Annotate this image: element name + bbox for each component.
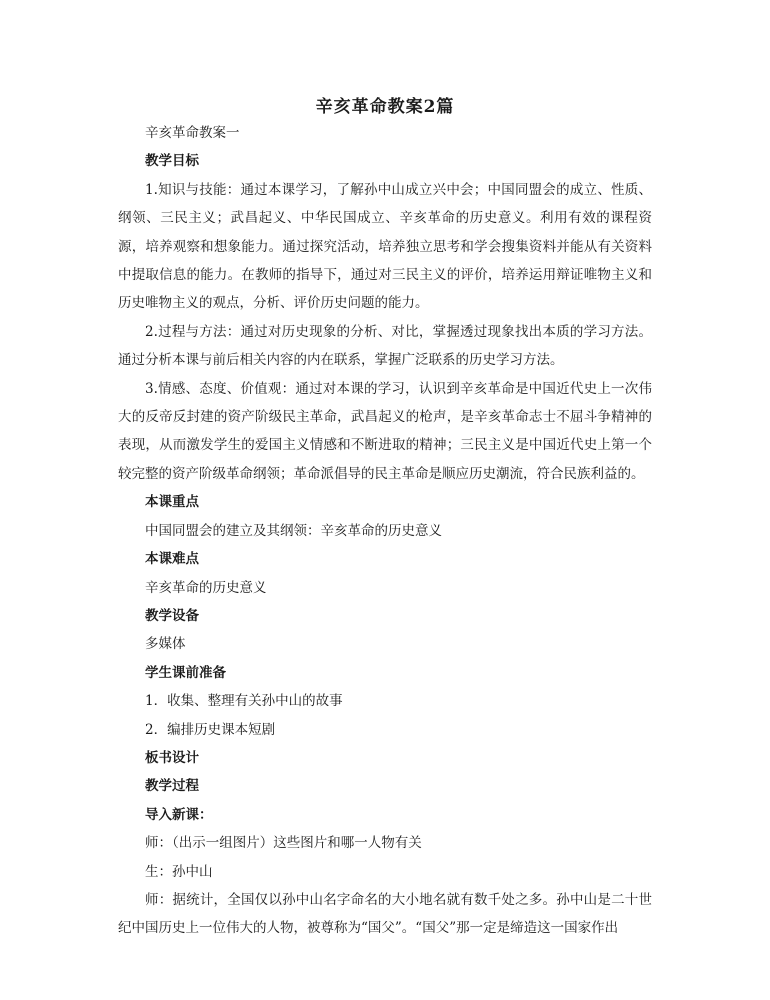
section-heading: 学生课前准备 xyxy=(145,664,226,681)
section-heading: 本课难点 xyxy=(145,551,199,568)
dialogue-line: 师：（出示一组图片）这些图片和哪一人物有关 xyxy=(145,835,422,852)
section-heading: 板书设计 xyxy=(145,749,199,766)
subtitle-line: 辛亥革命教案一 xyxy=(145,125,240,141)
paragraph: 1.知识与技能：通过本课学习，了解孙中山成立兴中会；中国同盟会的成立、性质、纲领、三民主义；武昌起义、中华民国成立、辛亥革命的历史意义。利用有效的课程资源，培养观察和想象能力。通过探究活动，培养独立思考和学会搜集资料并能从有关资料中提取信息的能力。在教师的指导下，通过对三民主义的评价，培养运用辩证唯物主义和历史唯物主义的观点，分析、评价历史问题的能力。 xyxy=(118,181,652,312)
list-item: 1．收集、整理有关孙中山的故事 xyxy=(145,693,343,710)
section-heading: 导入新课： xyxy=(145,806,213,823)
section-heading: 教学过程 xyxy=(145,778,199,795)
text-line: 辛亥革命的历史意义 xyxy=(145,579,267,596)
paragraph: 2.过程与方法：通过对历史现象的分析、对比，掌握透过现象找出本质的学习方法。通过分析本课与前后相关内容的内在联系，掌握广泛联系的历史学习方法。 xyxy=(118,323,652,369)
paragraph: 3.情感、态度、价值观：通过对本课的学习，认识到辛亥革命是中国近代史上一次伟大的反帝反封建的资产阶级民主革命，武昌起义的枪声，是辛亥革命志士不屈斗争精神的表现，从而激发学生的爱国主义情感和不断进取的精神；三民主义是中国近代史上第一个较完整的资产阶级革命纲领；革命派倡导的民主革命是顺应历史潮流，符合民族利益的。 xyxy=(118,380,652,482)
paragraph: 师：据统计，全国仅以孙中山名字命名的大小地名就有数千处之多。孙中山是二十世纪中国历史上一位伟大的人物，被尊称为“国父”。“国父”那一定是缔造这一国家作出 xyxy=(118,891,652,937)
section-heading: 教学目标 xyxy=(145,153,199,170)
list-item: 2．编排历史课本短剧 xyxy=(145,721,276,738)
dialogue-line: 生：孙中山 xyxy=(145,863,213,880)
text-line: 中国同盟会的建立及其纲领：辛亥革命的历史意义 xyxy=(145,522,442,539)
document-body xyxy=(118,119,652,943)
text-line: 多媒体 xyxy=(145,636,186,653)
document-title: 辛亥革命教案2篇 xyxy=(315,97,455,117)
section-heading: 本课重点 xyxy=(145,494,199,511)
section-heading: 教学设备 xyxy=(145,607,199,624)
